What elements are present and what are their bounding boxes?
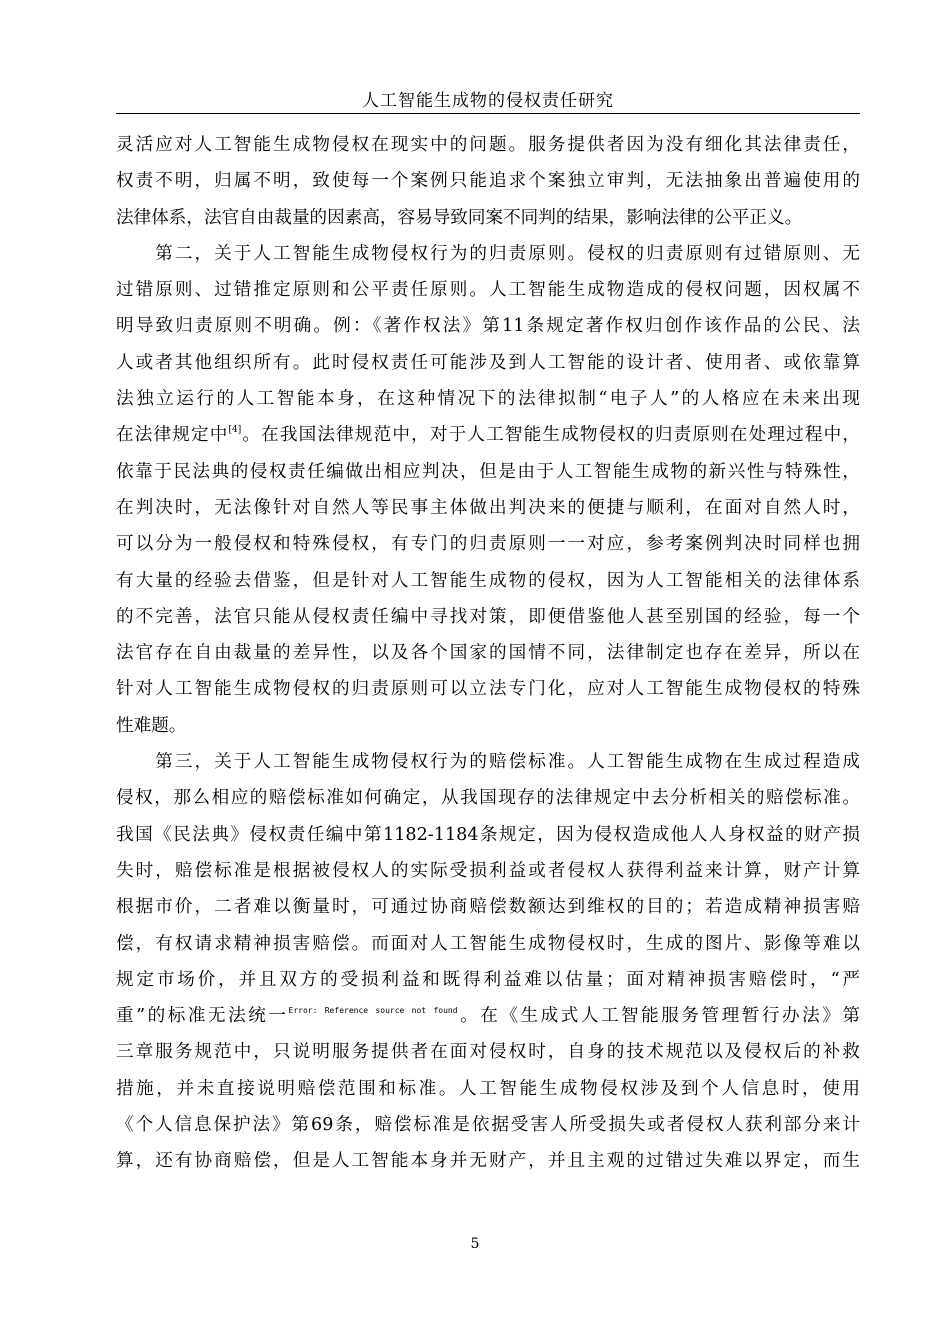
text-line: 法律体系，法官自由裁量的因素高，容易导致同案不同判的结果，影响法律的公平正义。: [116, 207, 803, 228]
text-line: 法独立运行的人工智能本身，在这种情况下的法律拟制“电子人”的人格应在未来出现: [116, 389, 860, 410]
text-line: 法官存在自由裁量的差异性，以及各个国家的国情不同，法律制定也存在差异，所以在: [116, 643, 860, 664]
text-line: 第三，关于人工智能生成物侵权行为的赔偿标准。人工智能生成物在生成过程造成: [116, 752, 860, 773]
text-line: 根据市价，二者难以衡量时，可通过协商赔偿数额达到维权的目的；若造成精神损害赔: [116, 897, 860, 918]
text-line: 灵活应对人工智能生成物侵权在现实中的问题。服务提供者因为没有细化其法律责任，: [116, 135, 860, 155]
text-line: 我国《民法典》侵权责任编中第1182-1184条规定，因为侵权造成他人人身权益的财产损: [116, 824, 860, 845]
text-segment: 。在我国法律规范中，对于人工智能生成物侵权的归责原则在处理过程中，: [241, 425, 860, 446]
text-line: 三章服务规范中，只说明服务提供者在面对侵权时，自身的技术规范以及侵权后的补救: [116, 1042, 860, 1063]
citation-ref: [4]: [228, 425, 242, 436]
text-line: 依靠于民法典的侵权责任编做出相应判决，但是由于人工智能生成物的新兴性与特殊性，: [116, 461, 860, 482]
text-line: 权责不明，归属不明，致使每一个案例只能追求个案独立审判，无法抽象出普遍使用的: [116, 171, 860, 192]
text-line: 偿，有权请求精神损害赔偿。而面对人工智能生成物侵权时，生成的图片、影像等难以: [116, 933, 860, 954]
text-line: 性难题。: [116, 715, 187, 736]
text-line: [116, 998, 860, 1034]
text-line: 有大量的经验去借鉴，但是针对人工智能生成物的侵权，因为人工智能相关的法律体系: [116, 570, 860, 591]
text-line: [116, 417, 860, 453]
text-line: 《个人信息保护法》第69条，赔偿标准是依据受害人所受损失或者侵权人获利部分来计: [116, 1115, 860, 1136]
text-segment: 重”的标准无法统一: [116, 1006, 289, 1027]
text-line: 可以分为一般侵权和特殊侵权，有专门的归责原则一一对应，参考案例判决时同样也拥: [116, 534, 860, 555]
body-text: [116, 127, 860, 1180]
text-line: 的不完善，法官只能从侵权责任编中寻找对策，即便借鉴他人甚至别国的经验，每一个: [116, 606, 860, 627]
citation-error: Error: Reference source not found: [288, 1006, 458, 1016]
page-number: 5: [470, 1236, 480, 1252]
text-line: 第二，关于人工智能生成物侵权行为的归责原则。侵权的归责原则有过错原则、无: [116, 243, 860, 264]
text-line: 在判决时，无法像针对自然人等民事主体做出判决来的便捷与顺利，在面对自然人时，: [116, 497, 860, 518]
text-segment: 在法律规定中: [116, 425, 229, 446]
text-line: 针对人工智能生成物侵权的归责原则可以立法专门化，应对人工智能生成物侵权的特殊: [116, 679, 860, 700]
text-line: 失时，赔偿标准是根据被侵权人的实际受损利益或者侵权人获得利益来计算，财产计算: [116, 860, 860, 881]
text-line: 规定市场价，并且双方的受损利益和既得利益难以估量；面对精神损害赔偿时，“严: [116, 969, 860, 990]
text-line: 过错原则、过错推定原则和公平责任原则。人工智能生成物造成的侵权问题，因权属不: [116, 280, 860, 301]
text-line: 人或者其他组织所有。此时侵权责任可能涉及到人工智能的设计者、使用者、或依靠算: [116, 352, 860, 373]
text-line: 侵权，那么相应的赔偿标准如何确定，从我国现存的法律规定中去分析相关的赔偿标准。: [116, 788, 860, 809]
text-line: 措施，并未直接说明赔偿范围和标准。人工智能生成物侵权涉及到个人信息时，使用: [116, 1078, 860, 1099]
text-line: 明导致归责原则不明确。例：《著作权法》第11条规定著作权归创作该作品的公民、法: [116, 316, 860, 337]
header-rule: [116, 113, 860, 114]
text-line: 算，还有协商赔偿，但是人工智能本身并无财产，并且主观的过错过失难以界定，而生: [116, 1151, 860, 1172]
running-header: 人工智能生成物的侵权责任研究: [362, 91, 614, 111]
text-segment: 。在《生成式人工智能服务管理暂行办法》第: [457, 1006, 860, 1027]
